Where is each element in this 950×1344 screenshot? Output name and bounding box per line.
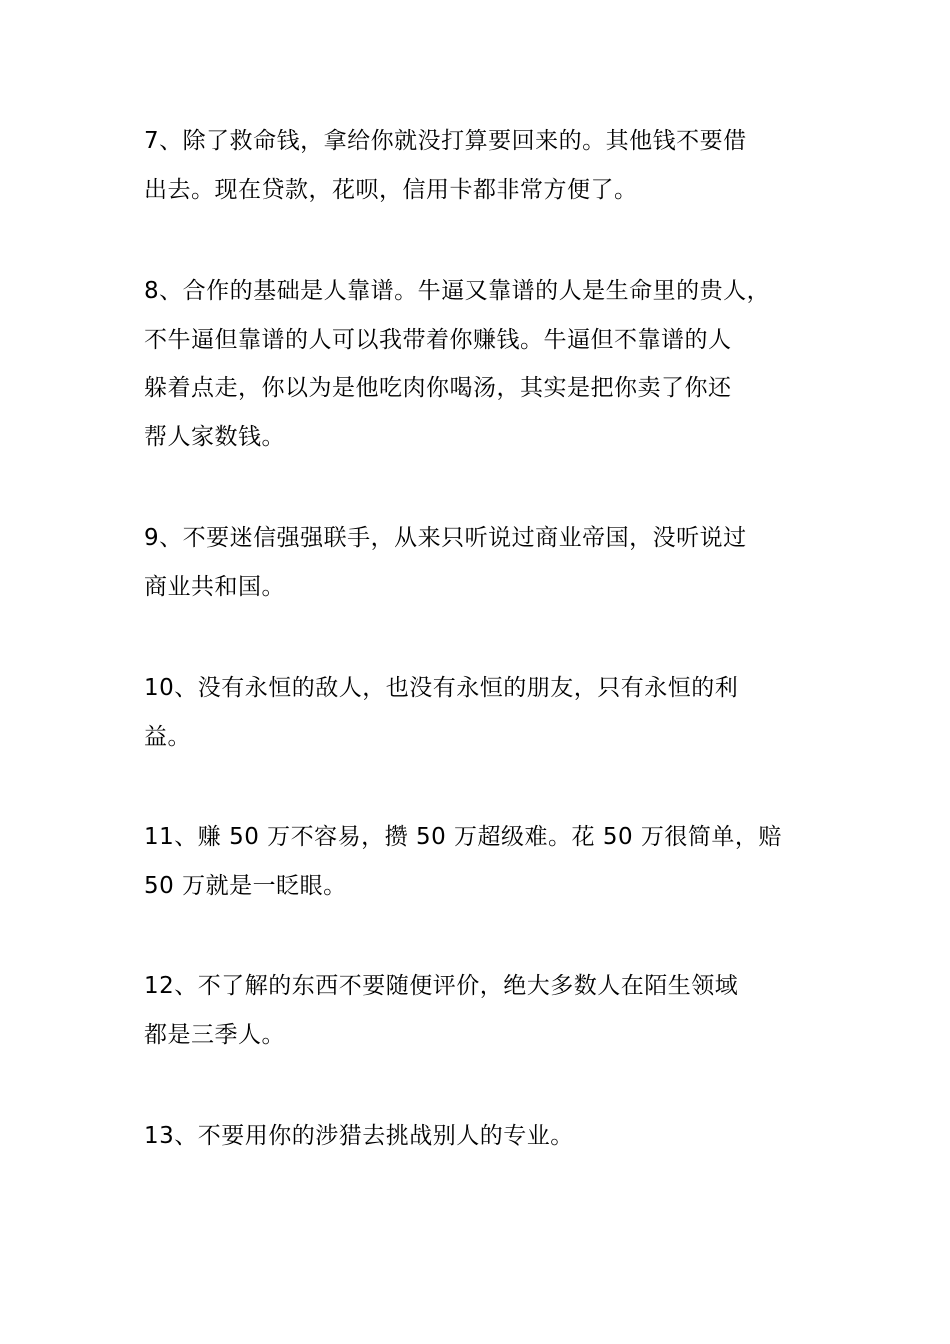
list-item-9 bbox=[144, 514, 824, 611]
text-line: 帮人家数钱。 bbox=[144, 423, 285, 450]
text-line: 50 万就是一眨眼。 bbox=[144, 872, 347, 899]
text-line: 出去。现在贷款，花呗，信用卡都非常方便了。 bbox=[144, 176, 638, 203]
list-item-12 bbox=[144, 962, 824, 1059]
text-line: 12、不了解的东西不要随便评价，绝大多数人在陌生领域 bbox=[144, 973, 739, 999]
text-line: 都是三季人。 bbox=[144, 1021, 285, 1048]
text-line: 10、没有永恒的敌人，也没有永恒的朋友，只有永恒的利 bbox=[144, 675, 739, 701]
text-line: 9、不要迷信强强联手，从来只听说过商业帝国，没听说过 bbox=[144, 525, 747, 551]
text-line: 躲着点走，你以为是他吃肉你喝汤，其实是把你卖了你还 bbox=[144, 375, 732, 401]
text-line: 7、除了救命钱，拿给你就没打算要回来的。其他钱不要借 bbox=[144, 128, 747, 154]
list-item-13 bbox=[144, 1112, 824, 1161]
list-item-11 bbox=[144, 813, 824, 910]
text-line: 商业共和国。 bbox=[144, 573, 285, 600]
text-line: 益。 bbox=[144, 723, 191, 750]
list-item-7 bbox=[144, 117, 824, 214]
list-item-10 bbox=[144, 664, 824, 761]
text-line: 11、赚 50 万不容易，攒 50 万超级难。花 50 万很简单，赔 bbox=[144, 824, 782, 850]
text-line: 8、合作的基础是人靠谱。牛逼又靠谱的人是生命里的贵人， bbox=[144, 278, 771, 304]
text-line: 13、不要用你的涉猎去挑战别人的专业。 bbox=[144, 1123, 574, 1149]
text-line: 不牛逼但靠谱的人可以我带着你赚钱。牛逼但不靠谱的人 bbox=[144, 326, 732, 353]
list-item-8 bbox=[144, 267, 824, 461]
